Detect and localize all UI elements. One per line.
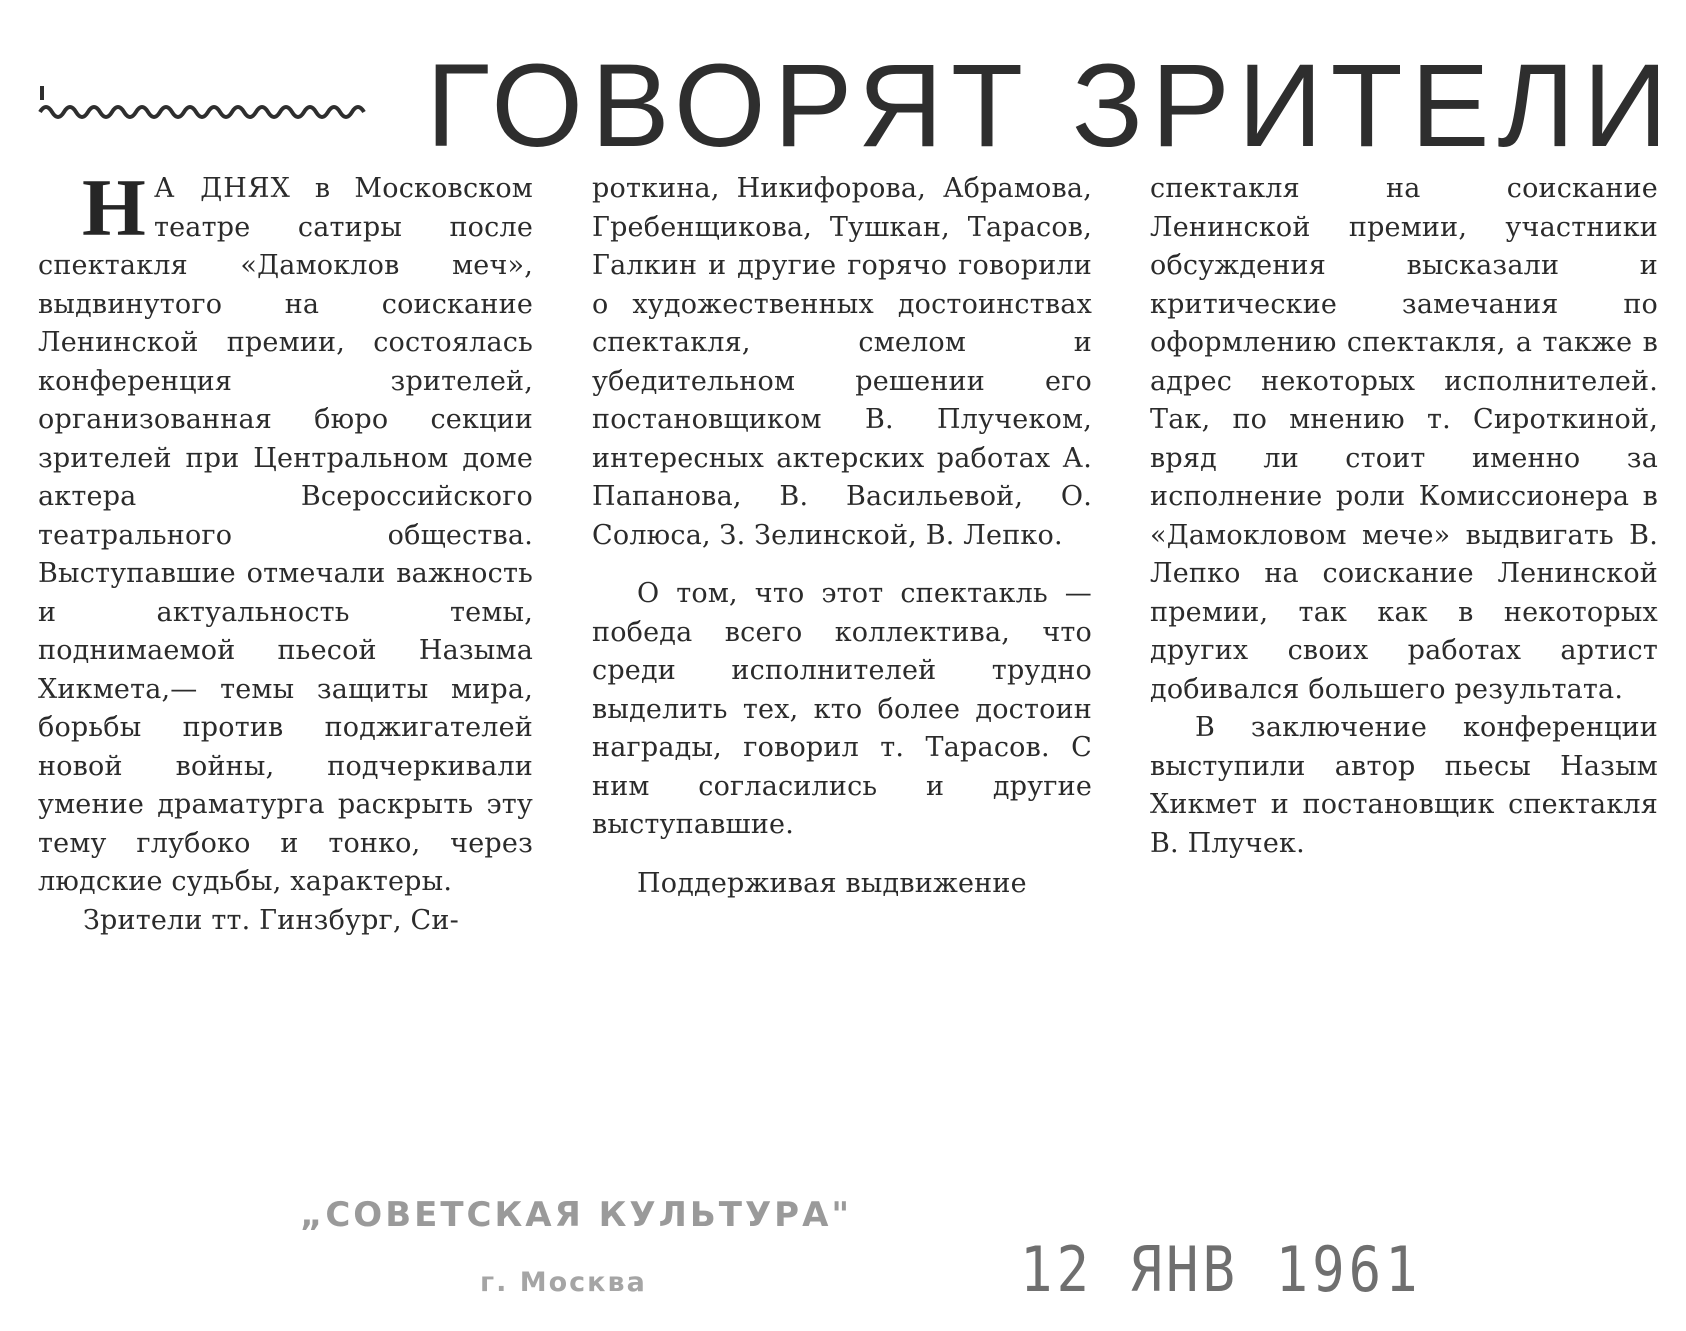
paragraph-7: В заключение конференции выступили автор пьесы Назым Хикмет и постановщик спектакля В. Плучек. [1150, 712, 1658, 859]
paragraph-2: Зрители тт. Гинзбург, Си- [83, 904, 459, 936]
source-stamp [300, 1195, 900, 1315]
wavy-rule-ornament [36, 76, 366, 136]
newspaper-name: „СОВЕТСКАЯ КУЛЬТУРА" [300, 1195, 853, 1235]
paragraph-6: спектакля на соискание Ленинской премии, участники обсуждения высказали и критические замечания по оформлению спектакля, а также в адрес некоторых исполнителей. Так, по мнению т. Сироткиной, вряд ли стоит именно за исполнение роли Комиссионера в «Дамокловом мече» выдвигать В. Лепко на соискание Ленинской премии, так как в некоторых других своих работах артист добивался большего результата. [1150, 173, 1658, 705]
newspaper-city: г. Москва [480, 1267, 647, 1298]
date-stamp: 12 ЯНВ 1961 [1020, 1233, 1422, 1306]
drop-cap: Н [82, 162, 146, 253]
paragraph-4: О том, что этот спектакль —победа всего коллектива, что среди исполнителей трудно выделить тех, кто более достоин награды, говорил т. Тарасов. С ним согласились и другие выступавшие. [592, 578, 1092, 840]
paragraph-1-text: в Московском театре сатиры после спектакля «Дамоклов меч», выдвинутого на соискание Ленинской премии, состоялась конференция зрителей, организованная бюро секции зрителей при Центральном доме актера Всероссийского театрального общества. Выступавшие отмечали важность и актуальность темы, поднимаемой пьесой Назыма Хикмета,— темы защиты мира, борьбы против поджигателей новой войны, подчеркивали умение драматурга раскрыть эту тему глубоко и тонко, через людские судьбы, характеры. [38, 173, 534, 897]
paragraph-3: роткина, Никифорова, Абрамова, Гребенщикова, Тушкан, Тарасов, Галкин и другие горячо говорили о художественных достоинствах спектакля, смелом и убедительном решении его постановщиком В. Плучеком, интересных актерских работах А. Папанова, В. Васильевой, О. Солюса, З. Зелинской, В. Лепко. [592, 173, 1092, 551]
article-column-1 [38, 162, 534, 940]
article-column-3 [1150, 170, 1658, 863]
lead-caps: А ДНЯХ [153, 173, 291, 204]
article-column-2 [592, 170, 1092, 903]
headline-row [36, 36, 1676, 176]
paragraph-1 [38, 162, 534, 902]
paragraph-5: Поддерживая выдвижение [637, 867, 1027, 899]
article-headline: ГОВОРЯТ ЗРИТЕЛИ [426, 40, 1676, 172]
